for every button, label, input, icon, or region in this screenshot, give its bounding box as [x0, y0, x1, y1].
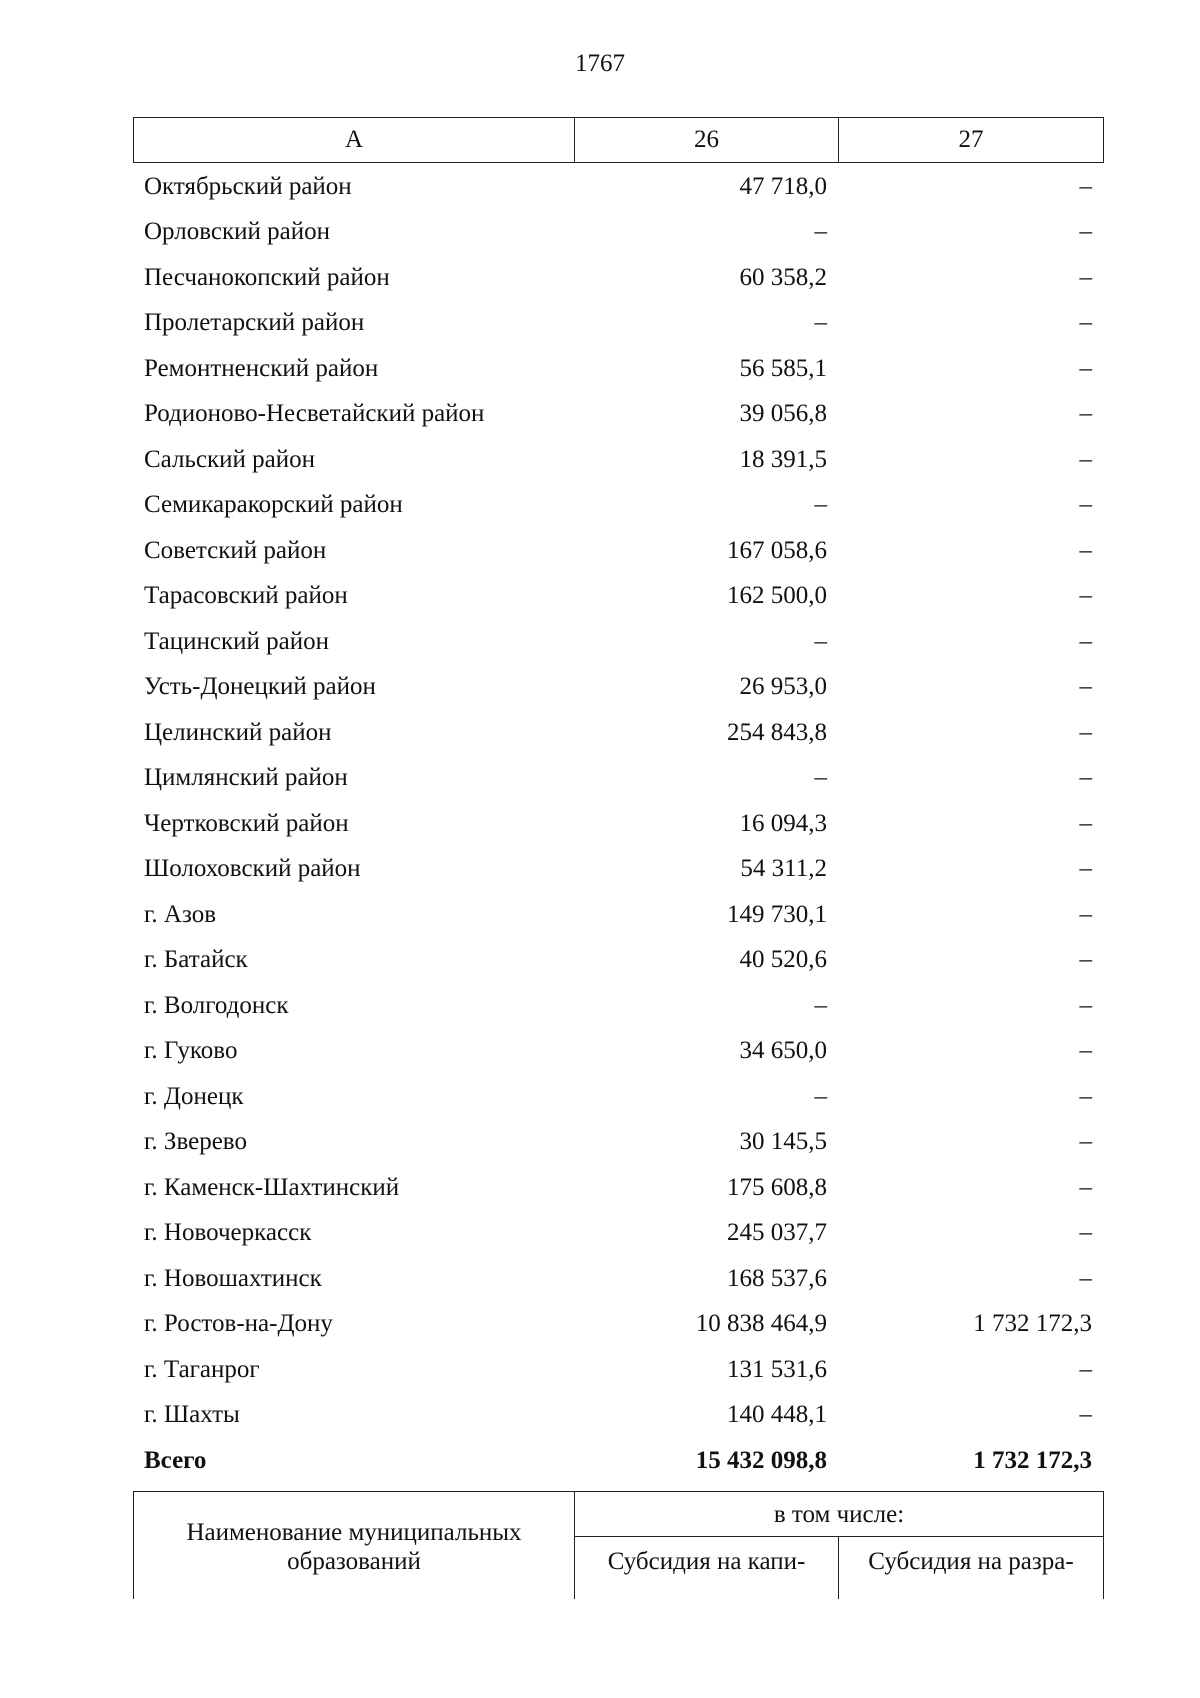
row-value-26: 149 730,1	[727, 900, 827, 928]
row-value-27: –	[1079, 582, 1092, 610]
table-row	[133, 1165, 1103, 1211]
row-name: г. Ростов-на-Дону	[144, 1310, 333, 1338]
row-value-26: 40 520,6	[739, 946, 827, 974]
row-value-27: –	[1079, 1173, 1092, 1201]
row-value-27: –	[1079, 809, 1092, 837]
row-value-27: –	[1079, 1355, 1092, 1383]
row-value-26: 140 448,1	[727, 1401, 827, 1429]
table-row	[133, 1120, 1103, 1166]
row-value-26: 26 953,0	[739, 673, 827, 701]
row-value-26: –	[814, 627, 827, 655]
row-name: Орловский район	[144, 218, 330, 246]
table-row	[133, 210, 1103, 256]
row-name: г. Шахты	[144, 1401, 240, 1429]
total-label: Всего	[144, 1446, 207, 1474]
row-name: г. Таганрог	[144, 1355, 260, 1383]
row-value-27: –	[1079, 1082, 1092, 1110]
row-name: Тацинский район	[144, 627, 329, 655]
row-value-26: 245 037,7	[727, 1219, 827, 1247]
table-row	[133, 483, 1103, 529]
row-value-26: –	[814, 309, 827, 337]
row-name: Тарасовский район	[144, 582, 348, 610]
row-value-26: –	[814, 1082, 827, 1110]
row-name: Ремонтненский район	[144, 354, 379, 382]
row-value-26: –	[814, 491, 827, 519]
row-value-27: –	[1079, 218, 1092, 246]
row-name: г. Батайск	[144, 946, 248, 974]
table-row	[133, 574, 1103, 620]
table-row	[133, 346, 1103, 392]
row-value-26: 254 843,8	[727, 718, 827, 746]
row-value-27: –	[1079, 445, 1092, 473]
table-row	[133, 847, 1103, 893]
row-value-27: –	[1079, 1037, 1092, 1065]
table-row	[133, 255, 1103, 301]
table-header	[133, 117, 1104, 163]
row-name: Целинский район	[144, 718, 332, 746]
row-value-27: –	[1079, 354, 1092, 382]
table-row	[133, 801, 1103, 847]
header-col-a: А	[134, 118, 575, 163]
data-table	[133, 164, 1103, 1484]
table-row	[133, 1074, 1103, 1120]
table-row	[133, 528, 1103, 574]
row-value-26: –	[814, 991, 827, 1019]
table-row	[133, 892, 1103, 938]
row-name: Усть-Донецкий район	[144, 673, 376, 701]
row-value-27: –	[1079, 855, 1092, 883]
row-value-27: –	[1079, 1401, 1092, 1429]
row-value-26: 47 718,0	[739, 172, 827, 200]
table-row	[133, 1256, 1103, 1302]
row-value-26: 56 585,1	[739, 354, 827, 382]
table-row	[133, 665, 1103, 711]
row-name: г. Азов	[144, 900, 217, 928]
table-row	[133, 1302, 1103, 1348]
row-value-26: 131 531,6	[727, 1355, 827, 1383]
row-value-26: 34 650,0	[739, 1037, 827, 1065]
row-value-26: –	[814, 218, 827, 246]
row-name: Шолоховский район	[144, 855, 361, 883]
table-row	[133, 938, 1103, 984]
row-value-27: –	[1079, 627, 1092, 655]
data-table-body	[133, 164, 1103, 1438]
row-value-26: 54 311,2	[740, 855, 827, 883]
table-row	[133, 301, 1103, 347]
row-value-26: 16 094,3	[739, 809, 827, 837]
header-row	[134, 118, 1104, 163]
including-header: в том числе:	[575, 1492, 1104, 1537]
row-value-27: –	[1079, 1128, 1092, 1156]
row-name: Цимлянский район	[144, 764, 348, 792]
row-name: г. Волгодонск	[144, 991, 289, 1019]
municipal-names-text: Наименование муниципальных образований	[186, 1519, 522, 1575]
total-row	[133, 1438, 1103, 1484]
row-value-27: –	[1079, 491, 1092, 519]
row-value-27: –	[1079, 1264, 1092, 1292]
row-value-27: –	[1079, 946, 1092, 974]
row-value-26: 175 608,8	[727, 1173, 827, 1201]
row-value-26: 167 058,6	[727, 536, 827, 564]
header-col-26: 26	[575, 118, 839, 163]
row-value-27: –	[1079, 1219, 1092, 1247]
total-value-27: 1 732 172,3	[973, 1446, 1092, 1474]
row-name: Семикаракорский район	[144, 491, 403, 519]
row-name: г. Гуково	[144, 1037, 238, 1065]
row-value-27: –	[1079, 764, 1092, 792]
table-row	[133, 983, 1103, 1029]
row-value-26: –	[814, 764, 827, 792]
row-name: г. Новошахтинск	[144, 1264, 322, 1292]
row-value-27: –	[1079, 673, 1092, 701]
row-value-27: –	[1079, 718, 1092, 746]
table-row	[133, 437, 1103, 483]
row-name: г. Зверево	[144, 1128, 247, 1156]
table-row	[133, 1347, 1103, 1393]
row-name: г. Каменск-Шахтинский	[144, 1173, 400, 1201]
row-value-27: –	[1079, 536, 1092, 564]
subsidy-development-header: Субсидия на разра-	[839, 1537, 1104, 1600]
row-value-27: –	[1079, 263, 1092, 291]
table-row	[133, 1393, 1103, 1439]
row-name: Чертковский район	[144, 809, 349, 837]
row-name: Песчанокопский район	[144, 263, 390, 291]
row-name: Пролетарский район	[144, 309, 365, 337]
row-value-27: 1 732 172,3	[973, 1310, 1092, 1338]
row-value-26: 60 358,2	[739, 263, 827, 291]
page-number: 1767	[575, 50, 625, 77]
row-value-27: –	[1079, 172, 1092, 200]
row-value-26: 18 391,5	[739, 445, 827, 473]
table-row	[133, 756, 1103, 802]
row-value-26: 30 145,5	[739, 1128, 827, 1156]
table-row	[133, 710, 1103, 756]
table-row	[133, 619, 1103, 665]
row-name: г. Новочеркасск	[144, 1219, 312, 1247]
row-value-26: 168 537,6	[727, 1264, 827, 1292]
continued-table-header	[133, 1491, 1104, 1599]
total-value-26: 15 432 098,8	[695, 1446, 827, 1474]
table-row	[133, 1029, 1103, 1075]
row-value-26: 162 500,0	[727, 582, 827, 610]
table-row	[133, 392, 1103, 438]
row-value-27: –	[1079, 900, 1092, 928]
row-value-27: –	[1079, 309, 1092, 337]
row-name: г. Донецк	[144, 1082, 244, 1110]
row-value-26: 10 838 464,9	[695, 1310, 827, 1338]
row-name: Октябрьский район	[144, 172, 352, 200]
row-value-27: –	[1079, 400, 1092, 428]
table-row	[133, 164, 1103, 210]
row-name: Советский район	[144, 536, 327, 564]
row-name: Родионово-Несветайский район	[144, 400, 485, 428]
table-row	[133, 1211, 1103, 1257]
row-name: Сальский район	[144, 445, 315, 473]
subsidy-capital-header: Субсидия на капи-	[575, 1537, 839, 1600]
municipal-names-header	[134, 1492, 575, 1600]
row-value-26: 39 056,8	[739, 400, 827, 428]
row-value-27: –	[1079, 991, 1092, 1019]
header-col-27: 27	[839, 118, 1104, 163]
